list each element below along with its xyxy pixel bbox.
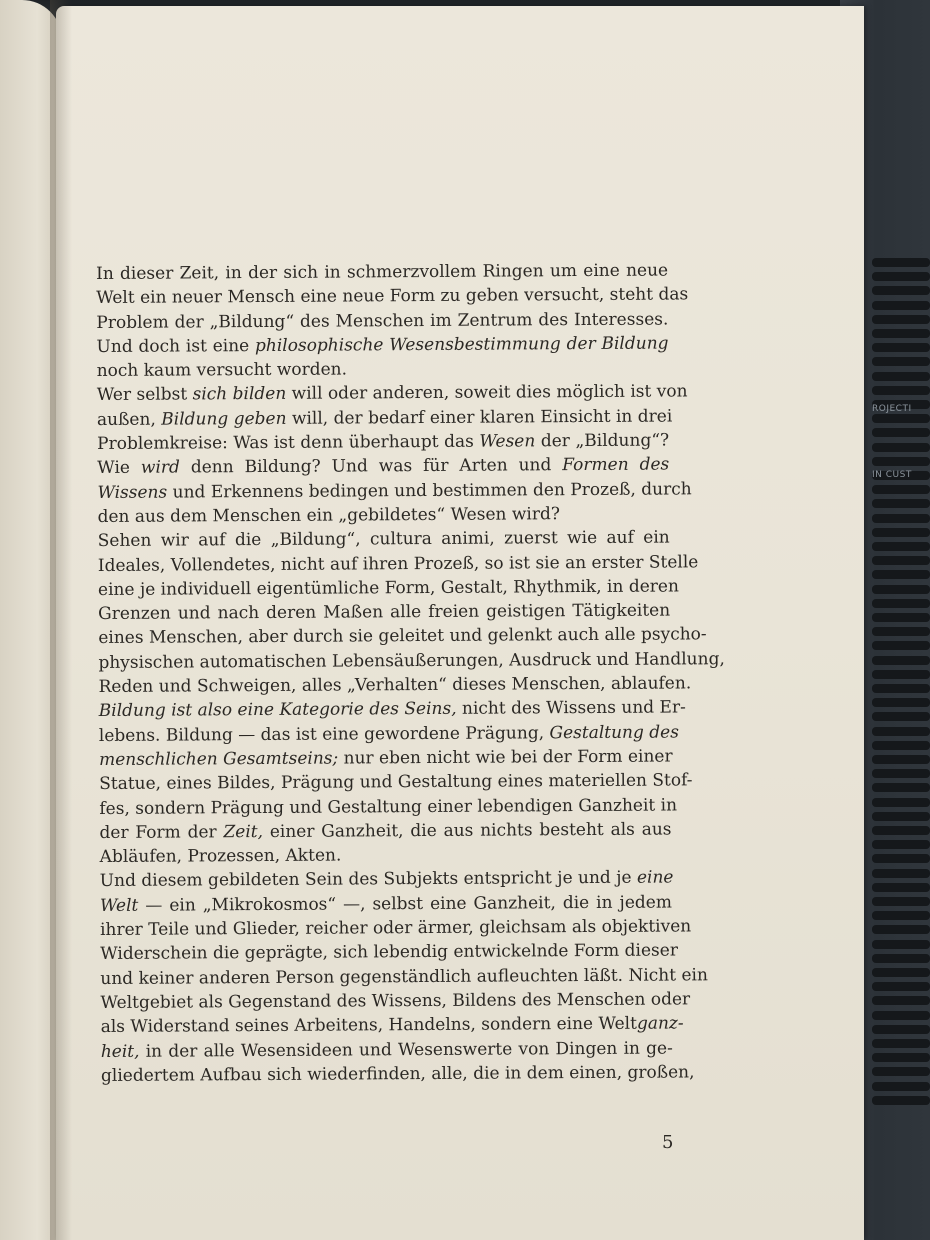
- vent-slot: [872, 698, 930, 707]
- vent-slot: [872, 329, 930, 338]
- text-line: [98, 526, 670, 554]
- text-line: [100, 987, 691, 1015]
- vent-slot: [872, 1053, 930, 1062]
- vent-slot: [872, 727, 930, 736]
- text-segment: Ideales, Vollendetes, nicht auf ihren Prozeß, so ist sie an erster Stelle: [97, 551, 699, 576]
- body-text: [96, 259, 725, 1089]
- text-line: [101, 1036, 673, 1064]
- text-line: [100, 963, 708, 991]
- text-line: [98, 720, 679, 748]
- vent-slot: [872, 755, 930, 764]
- vent-slot: [872, 258, 930, 267]
- vent-slot: [872, 826, 930, 835]
- text-line: [100, 866, 672, 894]
- vent-slot: [872, 1082, 930, 1091]
- vent-slot: [872, 301, 930, 310]
- vent-slot: [872, 954, 930, 963]
- text-segment: Und doch ist eine: [96, 335, 256, 357]
- text-segment: Weltgebiet als Gegenstand des Wissens, Bildens des Menschen oder: [100, 989, 691, 1013]
- vent-slot: [872, 982, 930, 991]
- page-gutter-shadow: [50, 0, 72, 1240]
- text-segment: physischen automatischen Lebensäußerungen, Ausdruck und Handlung,: [98, 648, 725, 673]
- text-segment: nur eben nicht wie bei der Form einer: [338, 746, 673, 769]
- italic-text: eine: [636, 867, 674, 889]
- vent-slot: [872, 996, 930, 1005]
- italic-text: Bildung geben: [161, 408, 287, 430]
- text-line: [99, 817, 671, 845]
- text-segment: der „Bildung“?: [535, 430, 670, 452]
- text-line: [99, 744, 671, 772]
- italic-text: Bildung ist also eine Kategorie des Seins,: [98, 699, 457, 722]
- vent-slot: [872, 911, 930, 920]
- vent-slot: [872, 542, 930, 551]
- text-line: [100, 915, 692, 943]
- text-line: [99, 769, 693, 797]
- text-line: [96, 404, 673, 432]
- vent-slot: [872, 840, 930, 849]
- text-line: [100, 939, 678, 967]
- vent-slot: [872, 585, 930, 594]
- vent-slot: [872, 1011, 930, 1020]
- text-line: [96, 380, 688, 408]
- text-line: [98, 647, 725, 675]
- text-line: [97, 356, 669, 384]
- text-segment: will, der bedarf einer klaren Einsicht in drei: [286, 406, 673, 429]
- vent-slot: [872, 372, 930, 381]
- vent-slot: [872, 1096, 930, 1105]
- text-segment: Widerschein die geprägte, sich lebendig entwickelnde Form dieser: [100, 940, 678, 965]
- vent-slot: [872, 272, 930, 281]
- text-line: [97, 453, 669, 481]
- italic-text: philosophische Wesensbestimmung der Bildung: [254, 333, 669, 356]
- vent-slot: [872, 684, 930, 693]
- text-line: [98, 672, 692, 700]
- italic-text: ganz-: [636, 1013, 684, 1034]
- vent-slot: [872, 641, 930, 650]
- text-segment: Statue, eines Bildes, Prägung und Gestaltung eines materiellen Stof-: [99, 770, 693, 795]
- vent-slot: [872, 897, 930, 906]
- italic-text: menschlichen Gesamtseins;: [98, 748, 339, 770]
- text-segment: eine je individuell eigentümliche Form, Gestalt, Rhythmik, in deren: [97, 576, 679, 600]
- text-segment: Sehen wir auf die „Bildung“, cultura animi, zuerst wie auf ein: [97, 527, 670, 552]
- vent-slot: [872, 357, 930, 366]
- italic-text: Wissens: [97, 482, 168, 503]
- text-segment: Problemkreise: Was ist denn überhaupt das: [97, 431, 480, 455]
- vent-slot: [872, 343, 930, 352]
- vent-slot: [872, 570, 930, 579]
- text-segment: und keiner anderen Person gegenständlich aufleuchten läßt. Nicht ein: [100, 964, 708, 989]
- vent-slot: [872, 812, 930, 821]
- vent-slot: [872, 485, 930, 494]
- vent-slot: [872, 599, 930, 608]
- text-line: [97, 477, 692, 505]
- italic-text: heit,: [100, 1041, 140, 1062]
- vent-slot: [872, 414, 930, 423]
- text-segment: denn Bildung? Und was für Arten und: [179, 455, 563, 478]
- vent-slot: [872, 428, 930, 437]
- text-segment: In dieser Zeit, in der sich in schmerzvollem Ringen um eine neue: [96, 260, 669, 284]
- vent-slot: [872, 854, 930, 863]
- vent-slot: [872, 869, 930, 878]
- text-segment: und Erkennens bedingen und bestimmen den Prozeß, durch: [167, 479, 692, 503]
- vent-slot: [872, 627, 930, 636]
- text-segment: Welt ein neuer Mensch eine neue Form zu geben versucht, steht das: [96, 284, 689, 309]
- text-line: [96, 259, 668, 287]
- text-segment: in der alle Wesensideen und Wesenswerte von Dingen in ge-: [139, 1037, 673, 1062]
- text-segment: Reden und Schweigen, alles „Verhalten“ dieses Menschen, ablaufen.: [98, 673, 692, 698]
- italic-text: Formen des: [562, 454, 670, 476]
- text-segment: den aus dem Menschen ein „gebildetes“ Wesen wird?: [97, 504, 561, 527]
- vent-slot: [872, 528, 930, 537]
- text-segment: Abläufen, Prozessen, Akten.: [99, 845, 342, 868]
- vent-slot: [872, 968, 930, 977]
- text-segment: ihrer Teile und Glieder, reicher oder ärmer, gleichsam als objektiven: [100, 916, 692, 941]
- text-line: [96, 331, 668, 359]
- text-segment: als Widerstand seines Arbeitens, Handelns, sondern eine Welt: [100, 1013, 637, 1038]
- text-segment: eines Menschen, aber durch sie geleitet und gelenkt auch alle psycho-: [98, 624, 707, 649]
- text-segment: lebens. Bildung — das ist eine gewordene Prägung,: [98, 722, 550, 746]
- text-line: [98, 696, 686, 724]
- text-segment: Wer selbst: [96, 384, 193, 406]
- text-segment: einer Ganzheit, die aus nichts besteht als aus: [262, 819, 672, 842]
- text-line: [100, 1060, 695, 1088]
- text-line: [98, 599, 670, 627]
- vent-slot: [872, 656, 930, 665]
- vent-slot: [872, 499, 930, 508]
- vent-slot: [872, 670, 930, 679]
- text-line: [96, 283, 689, 311]
- vent-grille: [872, 258, 930, 1118]
- vent-slot: [872, 940, 930, 949]
- vent-slot: [872, 514, 930, 523]
- italic-text: sich bilden: [192, 384, 287, 405]
- vent-slot: [872, 883, 930, 892]
- text-segment: fes, sondern Prägung und Gestaltung einer lebendigen Ganzheit in: [99, 794, 678, 819]
- text-segment: außen,: [96, 409, 162, 430]
- vent-slot: [872, 783, 930, 792]
- surface-label-1: ROJECTI: [872, 404, 912, 414]
- text-line: [96, 307, 668, 335]
- text-segment: will oder anderen, soweit dies möglich ist von: [286, 381, 688, 405]
- text-segment: Grenzen und nach deren Maßen alle freien geistigen Tätigkeiten: [98, 600, 671, 625]
- vent-slot: [872, 1039, 930, 1048]
- italic-text: wird: [140, 457, 180, 479]
- vent-slot: [872, 741, 930, 750]
- text-line: [100, 890, 672, 918]
- vent-slot: [872, 712, 930, 721]
- text-line: [97, 501, 669, 529]
- vent-slot: [872, 443, 930, 452]
- vent-slot: [872, 613, 930, 622]
- text-segment: gliedertem Aufbau sich wiederfinden, alle, die in dem einen, großen,: [100, 1062, 695, 1086]
- italic-text: Welt: [99, 895, 139, 916]
- vent-slot: [872, 1067, 930, 1076]
- text-segment: der Form der: [99, 822, 224, 843]
- text-line: [99, 793, 678, 821]
- vent-slot: [872, 556, 930, 565]
- surface-label-2: IN CUST: [872, 470, 912, 480]
- text-line: [98, 623, 707, 651]
- text-line: [97, 429, 669, 457]
- vent-slot: [872, 457, 930, 466]
- vent-slot: [872, 925, 930, 934]
- text-line: [100, 1012, 684, 1040]
- vent-slot: [872, 769, 930, 778]
- vent-slot: [872, 386, 930, 395]
- text-line: [100, 842, 672, 870]
- text-line: [97, 574, 679, 602]
- text-segment: — ein „Mikrokosmos“ —, selbst eine Ganzheit, die in jedem: [138, 892, 672, 916]
- vent-slot: [872, 1025, 930, 1034]
- italic-text: Zeit,: [223, 821, 264, 843]
- vent-slot: [872, 286, 930, 295]
- italic-text: Gestaltung des: [549, 722, 679, 743]
- text-segment: noch kaum versucht worden.: [96, 359, 348, 382]
- text-line: [97, 550, 699, 578]
- italic-text: Wesen: [479, 431, 536, 452]
- text-segment: Problem der „Bildung“ des Menschen im Zentrum des Interesses.: [96, 309, 669, 333]
- vent-slot: [872, 798, 930, 807]
- vent-slot: [872, 315, 930, 324]
- text-segment: Und diesem gebildeten Sein des Subjekts entspricht je und je: [99, 868, 637, 892]
- text-segment: nicht des Wissens und Er-: [456, 697, 686, 720]
- page-number: 5: [662, 1132, 674, 1153]
- text-segment: Wie: [97, 458, 141, 479]
